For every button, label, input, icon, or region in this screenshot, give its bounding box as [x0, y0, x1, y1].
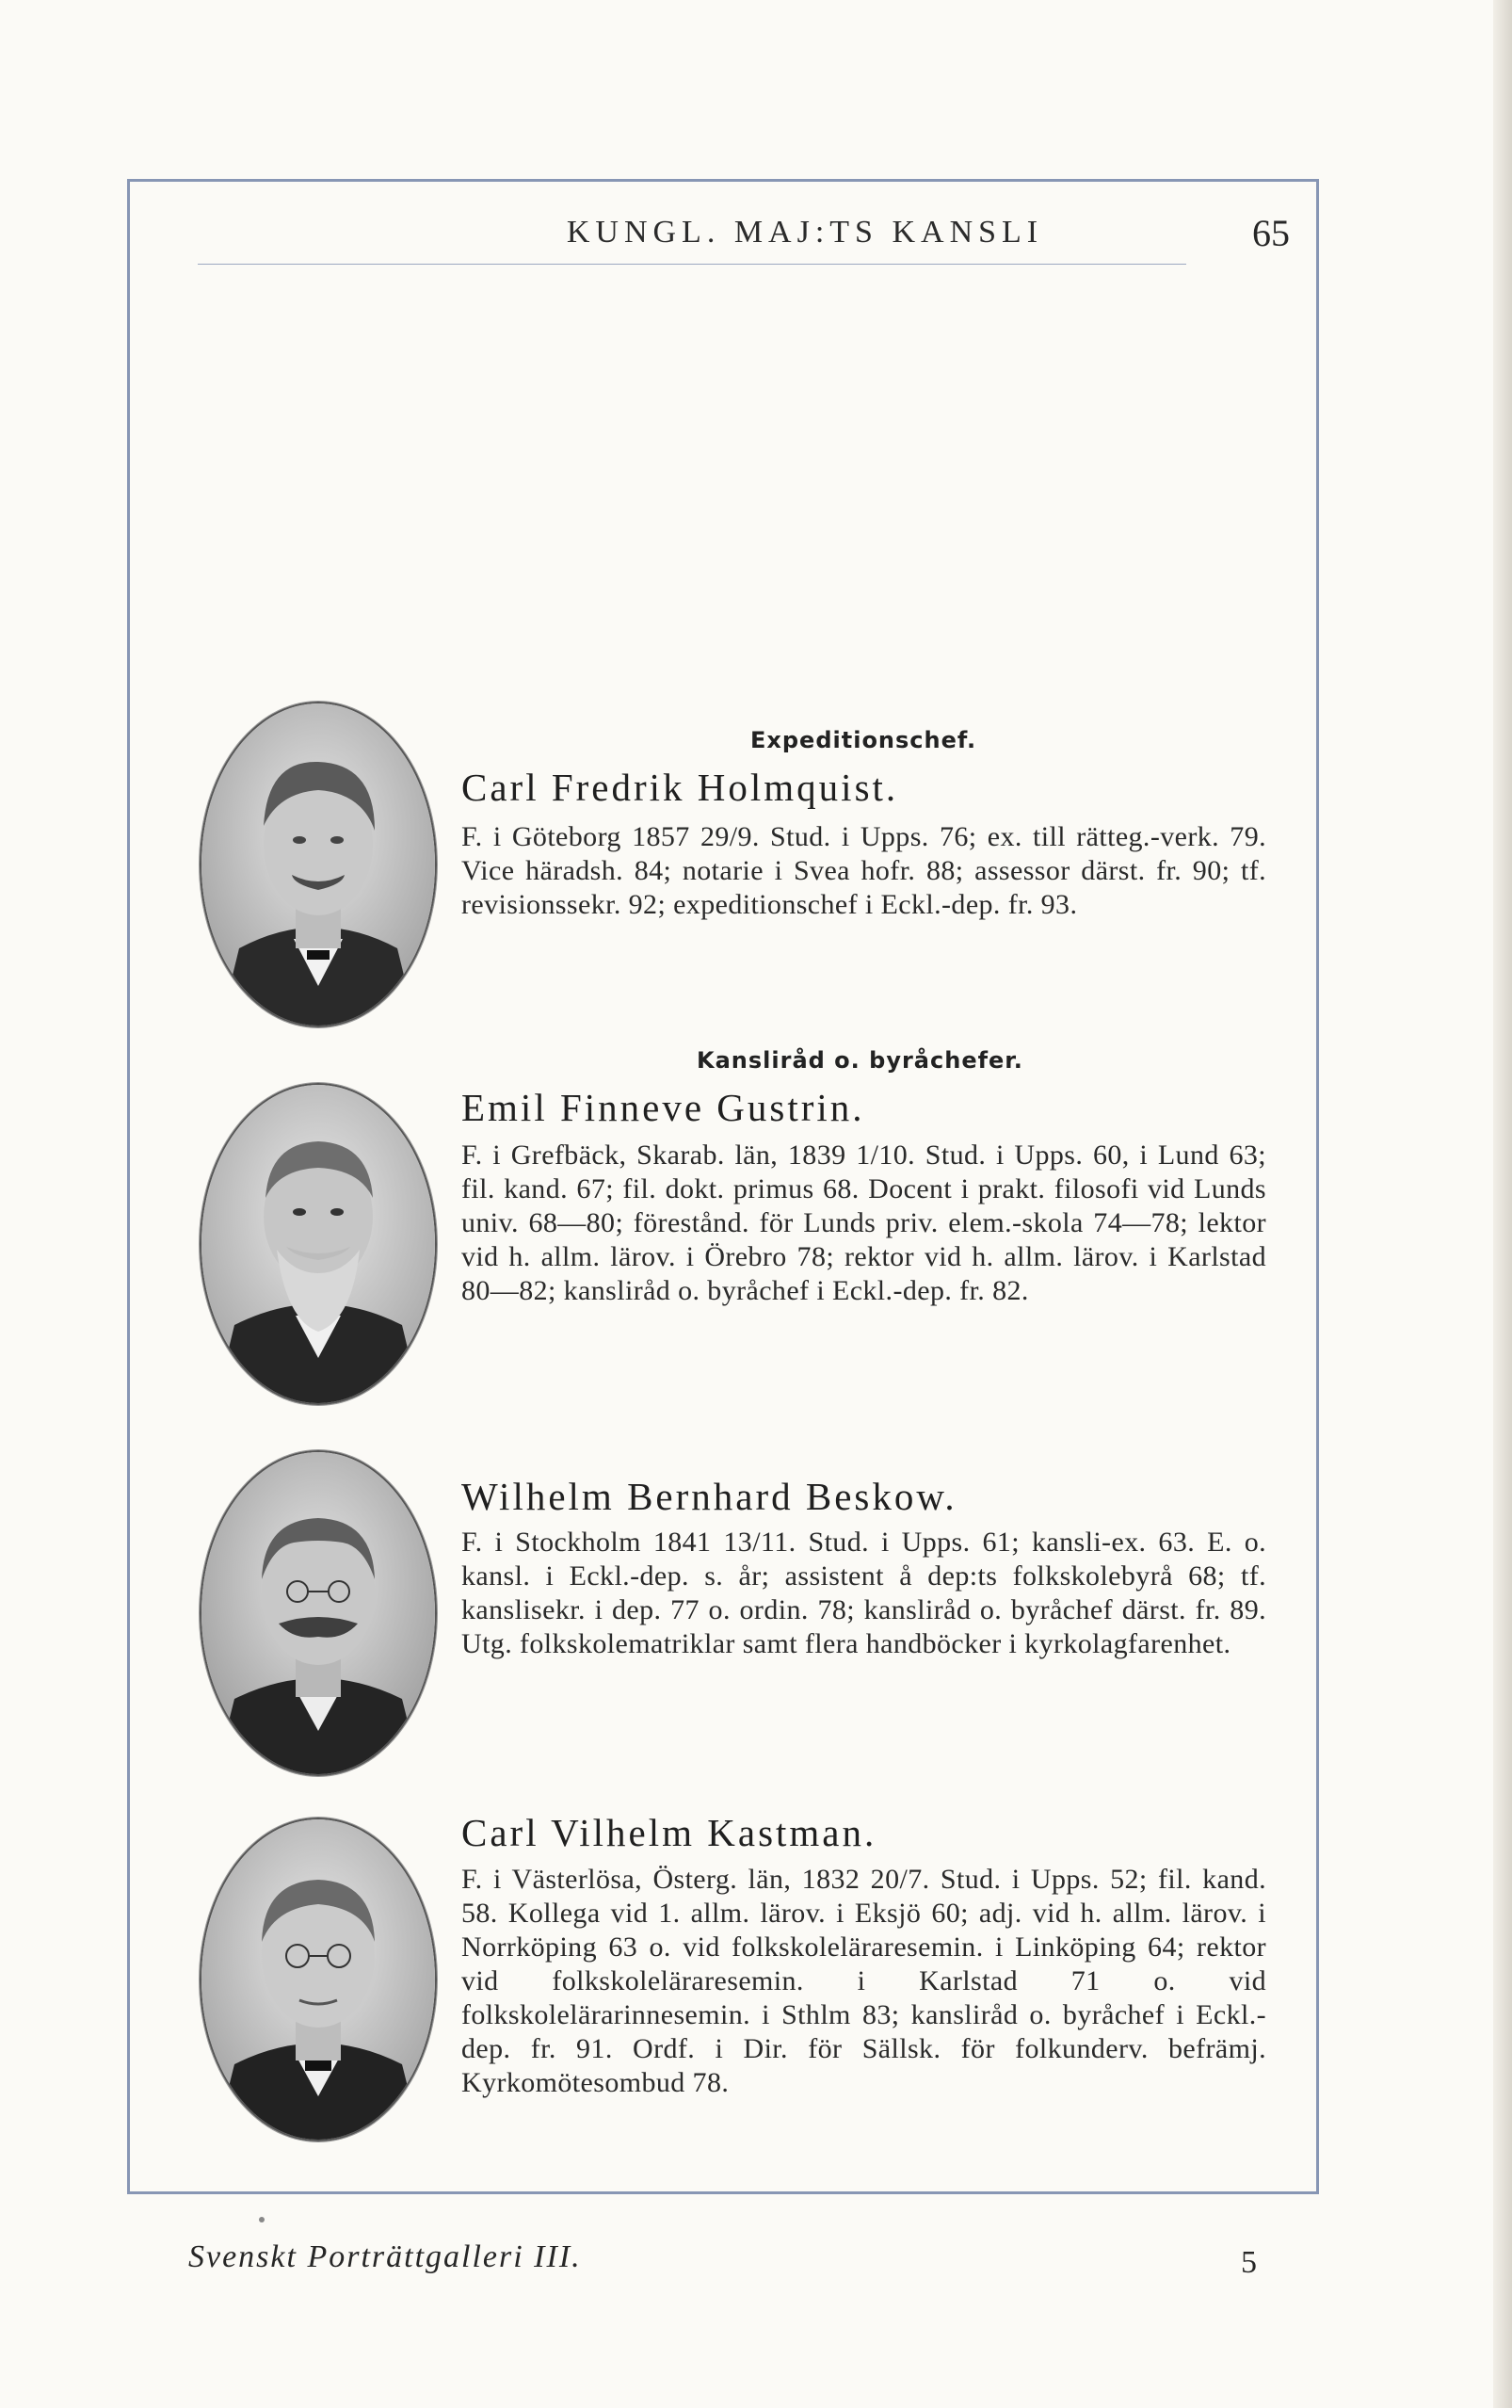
running-head [127, 212, 1319, 271]
portrait-gustrin [200, 1083, 437, 1405]
print-speck [259, 2217, 265, 2222]
portrait-image [201, 1819, 435, 2140]
page-number: 65 [1252, 212, 1290, 254]
portrait-kastman [200, 1818, 437, 2141]
entry-text-kastman: F. i Västerlösa, Österg. län, 1832 20/7. Stud. i Upps. 52; fil. kand. 58. Kollega vid 1. allm. lärov. i Eksjö 60; adj. vid h. allm. lärov. i Norrköping 63 o. vid folkskoleläraresemin. i Linköping 64; rektor vid folkskoleläraresemin. i Karlstad 71 o. vid folkskolelärarinnesemin. i Sthlm 83; kansliråd o. byråchef i Eckl.-dep. fr. 91. Ordf. i Dir. för Sällsk. för folkunderv. befrämj. Kyrkomötesombud 78. [461, 1864, 1266, 2098]
portrait-image [201, 1452, 435, 1774]
entry-text-holmquist-part: F. i Göteborg 1857 29/9. Stud. i Upps. 76; ex. till rätteg.-verk. 79. Vice häradsh. 84; notarie i Svea hofr. 88; assessor därst. fr. 90; tf. revisionssekr. 92; expeditionschef i Eckl.-dep. fr. 93. [461, 821, 1266, 920]
portrait-holmquist [200, 702, 437, 1027]
entry-name-kastman: Carl Vilhelm Kastman. [461, 1811, 877, 1854]
section-heading-expeditionschef: Expeditionschef. [750, 727, 977, 753]
header-rule [198, 264, 1186, 265]
portrait-beskow [200, 1450, 437, 1776]
signature-mark: 5 [1241, 2245, 1257, 2280]
portrait-image [201, 703, 435, 1026]
entry-text-holmquist [461, 820, 1266, 922]
entry-name-beskow: Wilhelm Bernhard Beskow. [461, 1475, 957, 1518]
page-edge [1493, 0, 1512, 2408]
entry-text-gustrin: F. i Grefbäck, Skarab. län, 1839 1/10. Stud. i Upps. 60, i Lund 63; fil. kand. 67; fil. dokt. primus 68. Docent i prakt. filosofi vid Lunds univ. 68—80; förestånd. för Lunds priv. elem.-skola 74—78; lektor vid h. allm. lärov. i Örebro 78; rektor vid h. allm. lärov. i Karlstad 80—82; kansliråd o. byråchef i Eckl.-dep. fr. 82. [461, 1139, 1266, 1306]
portrait-image [201, 1085, 435, 1403]
entry-name-holmquist: Carl Fredrik Holmquist. [461, 766, 899, 809]
footer-title: Svenskt Porträttgalleri III. [188, 2239, 582, 2274]
section-heading-kanslirad: Kansliråd o. byråchefer. [697, 1047, 1023, 1074]
running-title: KUNGL. MAJ:TS KANSLI [566, 215, 1044, 250]
entry-text-beskow: F. i Stockholm 1841 13/11. Stud. i Upps. 61; kansli-ex. 63. E. o. kansl. i Eckl.-dep. s. år; assistent å dep:ts folkskolebyrå 68; tf. kanslisekr. i dep. 77 o. ordin. 78; kansliråd o. byråchef därst. fr. 89. Utg. folkskolematriklar samt flera handböcker i kyrkolagfarenhet. [461, 1527, 1266, 1659]
entry-name-gustrin: Emil Finneve Gustrin. [461, 1086, 865, 1129]
